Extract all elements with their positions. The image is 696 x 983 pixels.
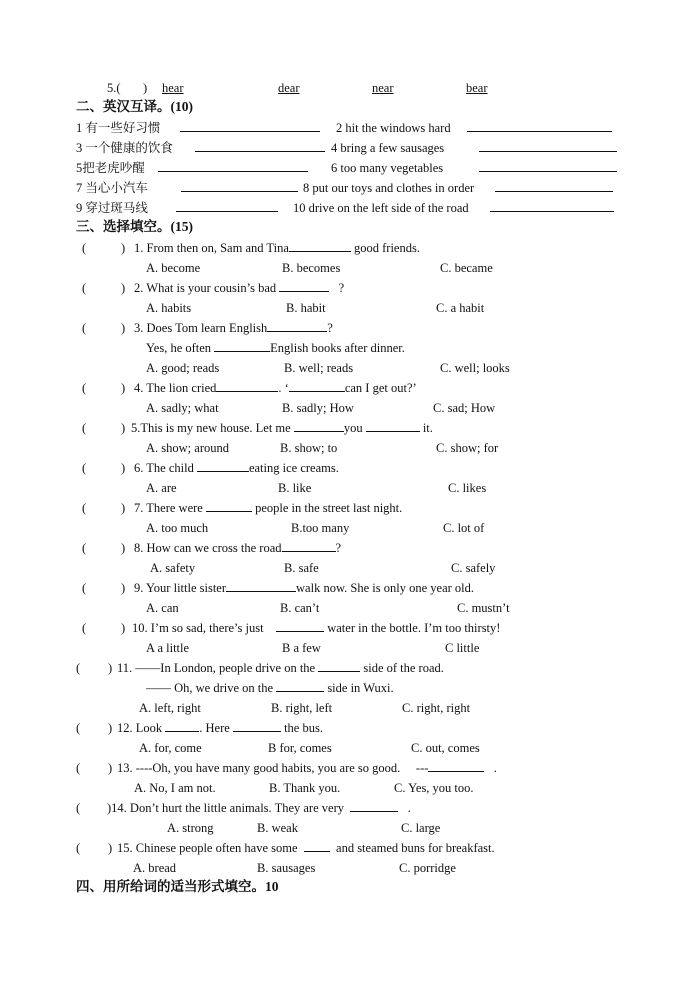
question-12-stem: 12. Look . Here the bus. [117, 721, 323, 735]
translate-item-8: 8 put our toys and clothes in order [303, 181, 475, 195]
answer-paren-close: ) [121, 281, 126, 295]
answer-blank[interactable] [289, 240, 351, 252]
answer-paren-open: ( [82, 281, 87, 295]
answer-blank[interactable] [181, 180, 298, 192]
answer-blank[interactable] [276, 620, 324, 632]
answer-blank[interactable] [467, 120, 612, 132]
answer-paren-open: ( [82, 321, 87, 335]
option-a[interactable]: A. left, right [139, 701, 201, 715]
option-a[interactable]: A. safety [150, 561, 196, 575]
answer-blank[interactable] [289, 380, 345, 392]
translate-item-10: 10 drive on the left side of the road [293, 201, 469, 215]
option-c[interactable]: C little [445, 641, 480, 655]
answer-paren-close: ) [121, 381, 126, 395]
option-b[interactable]: B. can’t [280, 601, 320, 615]
question-2-stem: 2. What is your cousin’s bad ? [134, 281, 345, 295]
option-b[interactable]: B. becomes [282, 261, 341, 275]
option-c[interactable]: C. mustn’t [457, 601, 510, 615]
answer-blank[interactable] [267, 320, 327, 332]
answer-paren-close: ) [121, 621, 126, 635]
option-b[interactable]: B. sadly; How [282, 401, 354, 415]
answer-paren-open: ( [82, 241, 87, 255]
answer-blank[interactable] [195, 140, 325, 152]
q5-word-dear: dear [278, 81, 300, 95]
answer-paren-close: ) [121, 321, 126, 335]
option-c[interactable]: C. porridge [399, 861, 456, 875]
option-b[interactable]: B. show; to [280, 441, 338, 455]
answer-blank[interactable] [197, 460, 249, 472]
answer-paren-close: ) [108, 661, 113, 675]
answer-blank[interactable] [366, 420, 420, 432]
answer-blank[interactable] [233, 720, 281, 732]
question-11-reply: —— Oh, we drive on the side in Wuxi. [146, 681, 394, 695]
answer-blank[interactable] [206, 500, 252, 512]
option-b[interactable]: B. right, left [271, 701, 333, 715]
answer-paren-close: ) [121, 241, 126, 255]
option-b[interactable]: B a few [282, 641, 321, 655]
option-b[interactable]: B.too many [291, 521, 350, 535]
question-6-stem: 6. The child eating ice creams. [134, 461, 339, 475]
q5-number: 5.( [107, 81, 121, 95]
translate-item-7: 7 当心小汽车 [76, 181, 148, 195]
question-15-stem: 15. Chinese people often have some and steamed buns for breakfast. [117, 841, 495, 855]
translate-item-9: 9 穿过斑马线 [76, 201, 148, 215]
answer-paren-close: ) [121, 461, 126, 475]
answer-blank[interactable] [495, 180, 613, 192]
answer-blank[interactable] [176, 200, 278, 212]
answer-blank[interactable] [479, 160, 617, 172]
option-b[interactable]: B. safe [284, 561, 319, 575]
option-b[interactable]: B. habit [286, 301, 326, 315]
answer-blank[interactable] [276, 680, 324, 692]
answer-blank[interactable] [279, 280, 329, 292]
answer-blank[interactable] [490, 200, 614, 212]
question-4-stem: 4. The lion cried . ‘ can I get out?’ [134, 381, 417, 395]
option-b[interactable]: B for, comes [268, 741, 332, 755]
option-c[interactable]: C. lot of [443, 521, 485, 535]
answer-paren-open: ( [82, 621, 87, 635]
section-4-title: 四、用所给词的适当形式填空。10 [76, 879, 279, 894]
translate-item-5: 5把老虎吵醒 [76, 161, 145, 175]
answer-blank[interactable] [158, 160, 308, 172]
answer-blank[interactable] [214, 340, 270, 352]
answer-paren-close: ) [108, 721, 113, 735]
option-a[interactable]: A. can [146, 601, 179, 615]
question-3-stem: 3. Does Tom learn English ? [134, 321, 333, 335]
q5-paren-close: ) [143, 81, 148, 95]
option-b[interactable]: B. weak [257, 821, 298, 835]
option-a[interactable]: A. become [146, 261, 201, 275]
answer-blank[interactable] [350, 800, 398, 812]
question-1-stem: 1. From then on, Sam and Tina good friends. [134, 241, 420, 255]
answer-blank[interactable] [180, 120, 320, 132]
translate-item-4: 4 bring a few sausages [331, 141, 445, 155]
answer-paren-open: ( [82, 581, 87, 595]
question-5-stem: 5.This is my new house. Let me you it. [131, 421, 433, 435]
option-a[interactable]: A. No, I am not. [134, 781, 216, 795]
answer-blank[interactable] [216, 380, 278, 392]
option-b[interactable]: B. well; reads [284, 361, 354, 375]
answer-blank[interactable] [226, 580, 296, 592]
answer-blank[interactable] [304, 840, 330, 852]
option-c[interactable]: C. well; looks [440, 361, 510, 375]
question-8-stem: 8. How can we cross the road ? [134, 541, 342, 555]
answer-paren-open: ( [82, 501, 87, 515]
option-a[interactable]: A. too much [146, 521, 209, 535]
answer-paren-open: ( [82, 421, 87, 435]
answer-paren-open: ( [82, 381, 87, 395]
answer-blank[interactable] [165, 720, 199, 732]
answer-paren-open: ( [82, 461, 87, 475]
answer-paren-close: ) [121, 421, 126, 435]
option-a[interactable]: A. habits [146, 301, 192, 315]
answer-paren-close: ) [121, 541, 126, 555]
answer-paren-open: ( [76, 721, 81, 735]
answer-paren-close: ) [121, 501, 126, 515]
option-a[interactable]: A. strong [167, 821, 214, 835]
option-c[interactable]: C. large [401, 821, 441, 835]
translate-item-2: 2 hit the windows hard [336, 121, 451, 135]
option-a[interactable]: A. show; around [146, 441, 229, 455]
option-c[interactable]: C. likes [448, 481, 487, 495]
question-10-stem: 10. I’m so sad, there’s just water in the bottle. I’m too thirsty! [132, 621, 501, 635]
question-7-stem: 7. There were people in the street last night. [134, 501, 403, 515]
section-2-title: 二、英汉互译。(10) [76, 99, 193, 114]
question-9-stem: 9. Your little sister walk now. She is only one year old. [134, 581, 475, 595]
answer-blank[interactable] [479, 140, 617, 152]
option-c[interactable]: C. sad; How [433, 401, 496, 415]
question-13-stem: 13. ----Oh, you have many good habits, you are so good. --- . [117, 761, 497, 775]
translate-item-3: 3 一个健康的饮食 [76, 141, 173, 155]
option-c[interactable]: C. a habit [436, 301, 485, 315]
option-c[interactable]: C. out, comes [411, 741, 480, 755]
option-a[interactable]: A a little [146, 641, 190, 655]
q5-word-hear: hear [162, 81, 184, 95]
answer-paren-open: ( [76, 841, 81, 855]
answer-paren-open: ( [82, 541, 87, 555]
translate-item-1: 1 有一些好习惯 [76, 121, 161, 135]
question-3-answer-line: Yes, he often English books after dinner. [146, 341, 405, 355]
translate-item-6: 6 too many vegetables [331, 161, 444, 175]
answer-blank[interactable] [294, 420, 344, 432]
answer-paren-open: ( [76, 801, 81, 815]
answer-paren-close: ) [108, 761, 113, 775]
option-b[interactable]: B. like [278, 481, 312, 495]
option-b[interactable]: B. Thank you. [269, 781, 341, 795]
option-c[interactable]: C. became [440, 261, 493, 275]
answer-paren-open: ( [76, 761, 81, 775]
option-c[interactable]: C. Yes, you too. [394, 781, 474, 795]
option-c[interactable]: C. safely [451, 561, 496, 575]
q5-word-near: near [372, 81, 394, 95]
option-c[interactable]: C. right, right [402, 701, 471, 715]
answer-blank[interactable] [282, 540, 336, 552]
question-14-stem: )14. Don’t hurt the little animals. They are very . [107, 801, 411, 815]
answer-paren-close: ) [108, 841, 113, 855]
answer-paren-open: ( [76, 661, 81, 675]
option-a[interactable]: A. are [146, 481, 177, 495]
option-a[interactable]: A. sadly; what [146, 401, 219, 415]
answer-paren-close: ) [121, 581, 126, 595]
answer-blank[interactable] [428, 760, 484, 772]
option-a[interactable]: A. for, come [139, 741, 202, 755]
section-3-title: 三、选择填空。(15) [76, 219, 193, 234]
option-c[interactable]: C. show; for [436, 441, 499, 455]
option-a[interactable]: A. good; reads [146, 361, 220, 375]
answer-blank[interactable] [318, 660, 360, 672]
option-b[interactable]: B. sausages [257, 861, 316, 875]
option-a[interactable]: A. bread [133, 861, 177, 875]
q5-word-bear: bear [466, 81, 488, 95]
question-11-stem: 11. ——In London, people drive on the side of the road. [117, 661, 444, 675]
